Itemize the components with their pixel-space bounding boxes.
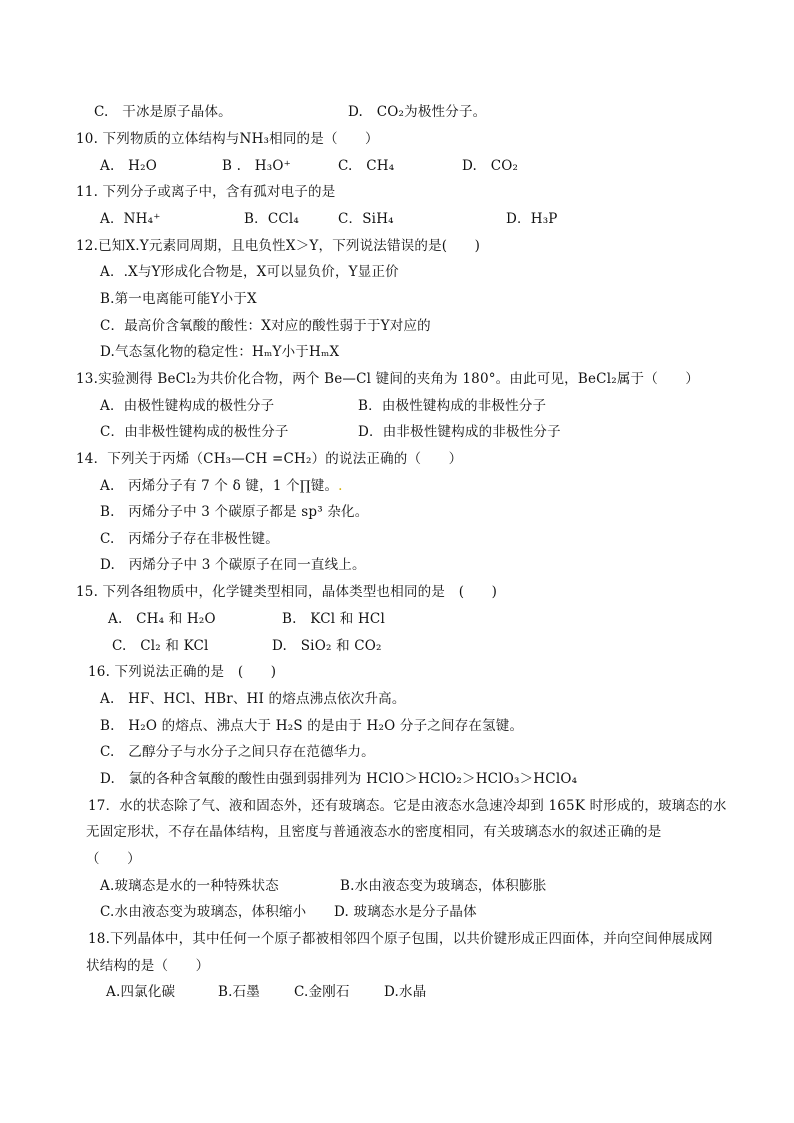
q14-option-a: A. 丙烯分子有 7 个 δ 键，1 个∏键。.	[100, 478, 343, 494]
q10-option-c: C. CH₄	[338, 158, 395, 174]
q16-option-b: B. H₂O 的熔点、沸点大于 H₂S 的是由于 H₂O 分子之间存在氢键。	[100, 718, 524, 734]
q16-option-c: C. 乙醇分子与水分子之间只存在范德华力。	[100, 744, 375, 760]
q13-stem: 13.实验测得 BeCl₂为共价化合物，两个 Be—Cl 键间的夹角为 180°。由此可见，BeCl₂属于（ ）	[76, 371, 700, 387]
q15-option-b: B. KCl 和 HCl	[282, 611, 385, 627]
q14-option-d: D. 丙烯分子中 3 个碳原子在同一直线上。	[100, 557, 366, 573]
q12-option-d: D.气态氢化物的稳定性：HₘY小于HₘX	[100, 344, 340, 360]
q17-stem-line-3: （ ）	[86, 851, 141, 867]
q15-stem: 15. 下列各组物质中，化学键类型相同，晶体类型也相同的是 ( )	[76, 584, 498, 600]
q12-option-b: B.第一电离能可能Y小于X	[100, 291, 257, 307]
q9-option-d: D. CO₂为极性分子。	[348, 104, 487, 120]
q12-option-a: A．.X与Y形成化合物是，X可以显负价，Y显正价	[100, 264, 399, 280]
q10-option-b: B . H₃O⁺	[222, 158, 291, 174]
q17-stem-line-1: 17．水的状态除了气、液和固态外，还有玻璃态。它是由液态水急速冷却到 165K 时形成的，玻璃态的水	[88, 798, 727, 814]
q18-stem-line-1: 18.下列晶体中，其中任何一个原子都被相邻四个原子包围，以共价键形成正四面体，并向空间伸展成网	[88, 931, 713, 947]
q10-option-a: A. H₂O	[100, 158, 157, 174]
q17-option-a: A.玻璃态是水的一种特殊状态	[100, 878, 279, 894]
q16-option-d: D. 氯的各种含氧酸的酸性由强到弱排列为 HClO＞HClO₂＞HClO₃＞HClO₄	[100, 771, 578, 787]
q11-option-b: B．CCl₄	[244, 211, 300, 227]
q18-option-a: A.四氯化碳	[106, 984, 176, 1000]
q15-option-d: D. SiO₂ 和 CO₂	[272, 638, 382, 654]
q11-stem: 11. 下列分子或离子中，含有孤对电子的是	[76, 184, 336, 200]
q13-option-c: C．由非极性键构成的极性分子	[100, 424, 289, 440]
q18-option-c: C.金刚石	[294, 984, 350, 1000]
q18-option-b: B.石墨	[218, 984, 261, 1000]
q17-stem-line-2: 无固定形状，不存在晶体结构，且密度与普通液态水的密度相同，有关玻璃态水的叙述正确的是	[86, 824, 662, 840]
q17-option-b: B.水由液态变为玻璃态，体积膨胀	[340, 878, 547, 894]
q13-option-d: D．由非极性键构成的非极性分子	[358, 424, 561, 440]
q10-option-d: D. CO₂	[462, 158, 519, 174]
q14-option-b: B. 丙烯分子中 3 个碳原子都是 sp³ 杂化。	[100, 504, 369, 520]
q17-option-c: C.水由液态变为玻璃态，体积缩小	[100, 904, 307, 920]
q11-option-d: D．H₃P	[506, 211, 558, 227]
q12-stem: 12.已知X.Y元素同周期，且电负性X＞Y，下列说法错误的是( )	[76, 238, 481, 254]
q14-option-c: C. 丙烯分子存在非极性键。	[100, 531, 279, 547]
q16-stem: 16. 下列说法正确的是 ( )	[88, 664, 277, 680]
q10-stem: 10. 下列物质的立体结构与NH₃相同的是（ ）	[76, 131, 379, 147]
highlight-mark-icon: .	[338, 478, 343, 494]
q11-option-a: A．NH₄⁺	[100, 211, 161, 227]
q15-option-a: A. CH₄ 和 H₂O	[108, 611, 216, 627]
q18-stem-line-2: 状结构的是（ ）	[86, 958, 210, 974]
q9-option-c: C. 干冰是原子晶体。	[94, 104, 232, 120]
q13-option-b: B．由极性键构成的非极性分子	[358, 398, 547, 414]
q12-option-c: C．最高价含氧酸的酸性：X对应的酸性弱于于Y对应的	[100, 318, 431, 334]
q17-option-d: D. 玻璃态水是分子晶体	[334, 904, 477, 920]
q11-option-c: C．SiH₄	[338, 211, 394, 227]
q16-option-a: A. HF、HCl、HBr、HI 的熔点沸点依次升高。	[100, 691, 406, 707]
q15-option-c: C. Cl₂ 和 KCl	[112, 638, 209, 654]
q18-option-d: D.水晶	[384, 984, 427, 1000]
q13-option-a: A．由极性键构成的极性分子	[100, 398, 275, 414]
q14-stem: 14．下列关于丙烯（CH₃—CH =CH₂）的说法正确的（ ）	[76, 451, 463, 467]
